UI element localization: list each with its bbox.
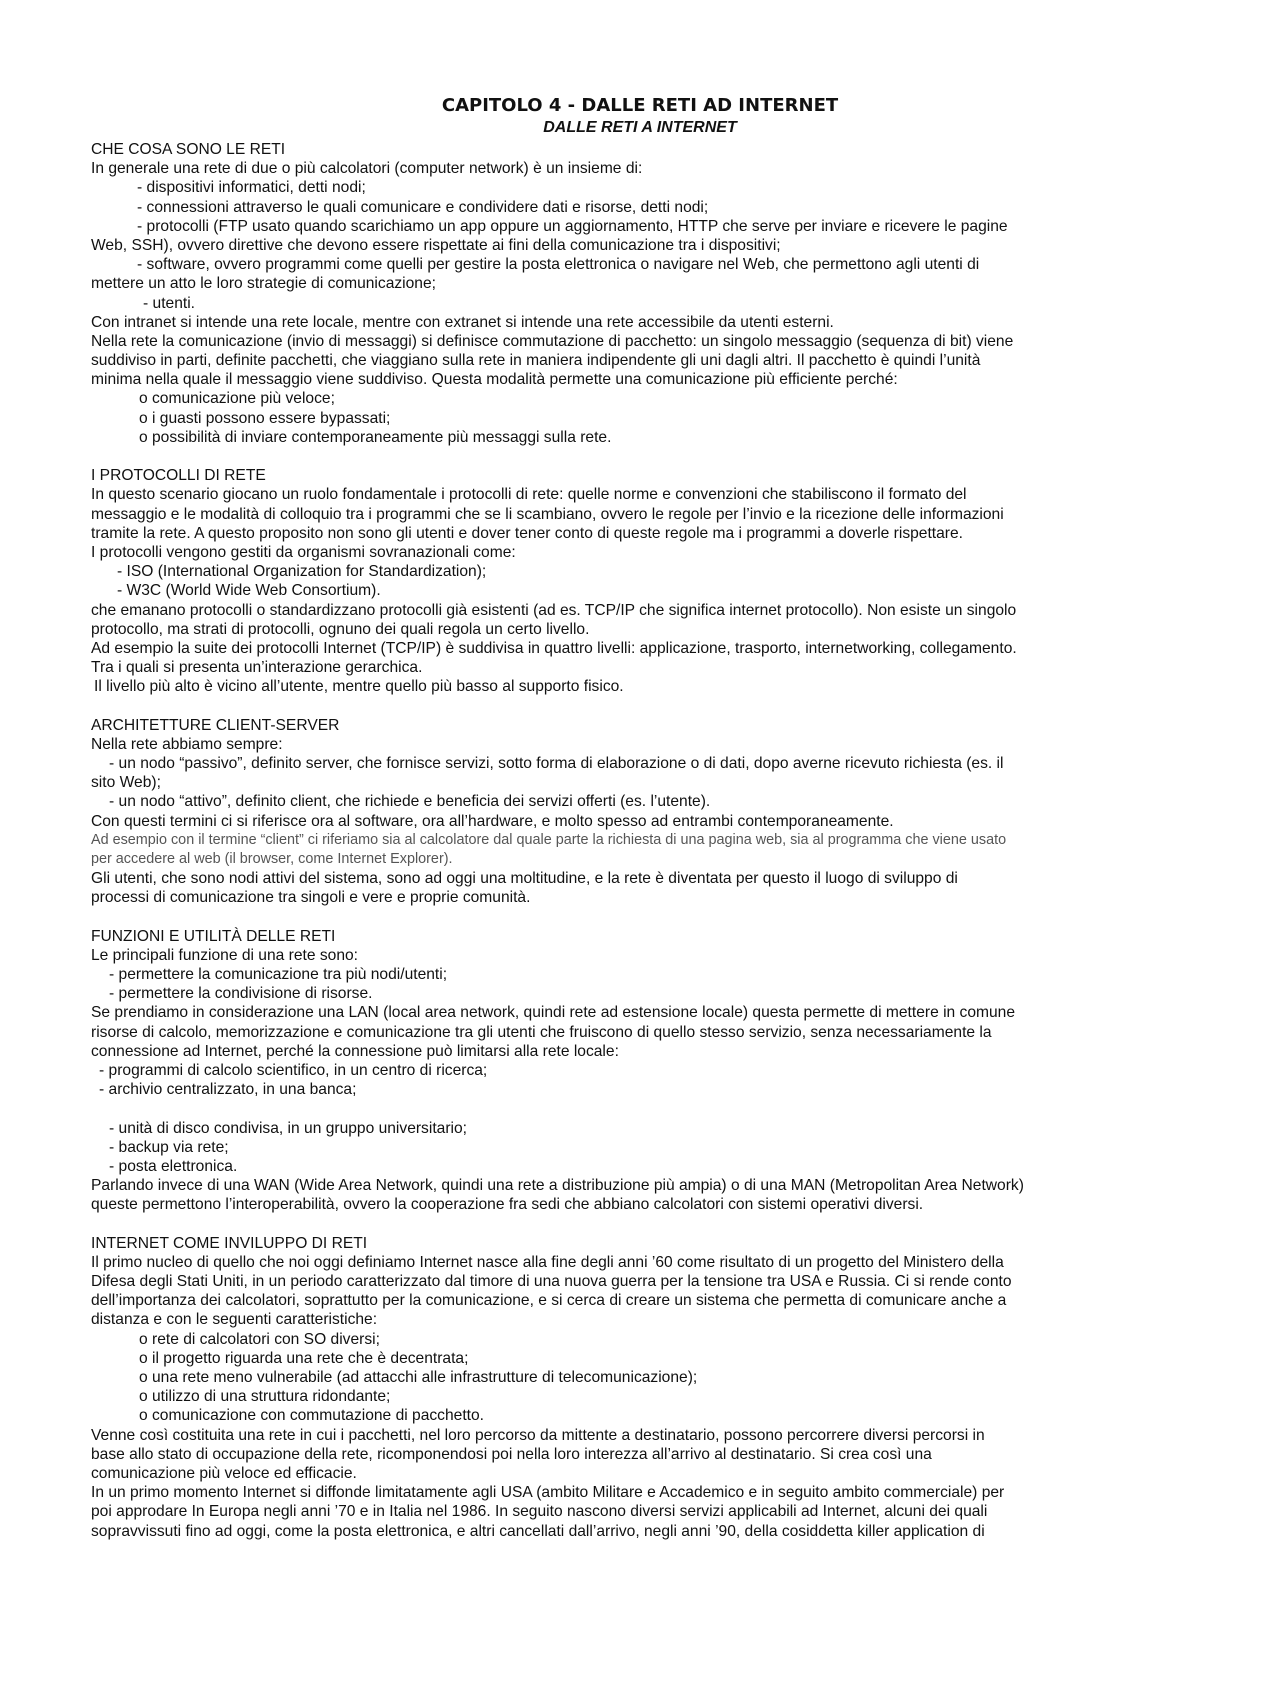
paragraph-line: Ad esempio la suite dei protocolli Internet (TCP/IP) è suddivisa in quattro livelli: applicazione, trasporto, internetworking, collegamento. <box>91 639 1017 657</box>
paragraph-line: Web, SSH), ovvero direttive che devono essere rispettate ai fini della comunicazione tra i dispositivi; <box>91 236 781 254</box>
list-item: - protocolli (FTP usato quando scarichiamo un app oppure un aggiornamento, HTTP che serve per inviare e ricevere le pagine <box>137 217 1008 235</box>
paragraph-line: Il primo nucleo di quello che noi oggi definiamo Internet nasce alla fine degli anni ’60 come risultato di un progetto del Ministero della <box>91 1253 1004 1271</box>
list-item: - software, ovvero programmi come quelli per gestire la posta elettronica o navigare nel Web, che permettono agli utenti di <box>137 256 980 274</box>
paragraph-line: dell’importanza dei calcolatori, soprattutto per la comunicazione, e si cerca di creare un sistema che permetta di comunicare anche a <box>91 1292 1007 1310</box>
document-body <box>91 140 1206 1541</box>
paragraph-line: suddiviso in parti, definite pacchetti, che viaggiano sulla rete in maniera indipendente gli uni dagli altri. Il pacchetto è quindi l’unità <box>91 352 981 370</box>
list-item: o i guasti possono essere bypassati; <box>139 409 391 427</box>
paragraph-line: base allo stato di occupazione della rete, ricomponendosi poi nella loro interezza all’arrivo al destinatario. Si crea così una <box>91 1445 932 1463</box>
paragraph-line: Difesa degli Stati Uniti, in un periodo caratterizzato dal timore di una nuova guerra per la tensione tra USA e Russia. Ci si rende conto <box>91 1273 1012 1291</box>
list-item: - posta elettronica. <box>109 1157 238 1175</box>
paragraph-line: In questo scenario giocano un ruolo fondamentale i protocolli di rete: quelle norme e convenzioni che stabiliscono il formato del <box>91 486 967 504</box>
paragraph-line: Le principali funzione di una rete sono: <box>91 946 359 964</box>
paragraph-line: sopravvissuti fino ad oggi, come la posta elettronica, e altri cancellati dall’arrivo, negli anni ’90, della cosiddetta killer application di <box>91 1522 985 1540</box>
paragraph-gap <box>91 696 1206 715</box>
paragraph-line: Se prendiamo in considerazione una LAN (local area network, quindi rete ad estensione locale) questa permette di mettere in comune <box>91 1004 1016 1022</box>
paragraph-line: Tra i quali si presenta un’interazione gerarchica. <box>91 659 423 677</box>
paragraph-line: poi approdare In Europa negli anni ’70 e in Italia nel 1986. In seguito nascono diversi servizi applicabili ad Internet, alcuni dei quali <box>91 1503 988 1521</box>
list-item: - dispositivi informatici, detti nodi; <box>137 179 366 197</box>
paragraph-line: Con questi termini ci si riferisce ora al software, ora all’hardware, e molto spesso ad entrambi contemporaneamente. <box>91 812 894 830</box>
list-item: o possibilità di inviare contemporaneamente più messaggi sulla rete. <box>139 428 612 446</box>
paragraph-line: tramite la rete. A questo proposito non sono gli utenti e dover tener conto di queste regole ma i programmi a doverle rispettare. <box>91 524 964 542</box>
list-item: - connessioni attraverso le quali comunicare e condividere dati e risorse, detti nodi; <box>137 198 709 216</box>
list-item: - permettere la condivisione di risorse. <box>109 985 373 1003</box>
list-item: - backup via rete; <box>109 1138 229 1156</box>
paragraph-line: In un primo momento Internet si diffonde limitatamente agli USA (ambito Militare e Accademico e in seguito ambito commerciale) per <box>91 1484 1005 1502</box>
list-item: - archivio centralizzato, in una banca; <box>99 1081 357 1099</box>
paragraph-line: Con intranet si intende una rete locale, mentre con extranet si intende una rete accessibile da utenti esterni. <box>91 313 834 331</box>
section-heading: I PROTOCOLLI DI RETE <box>91 467 266 485</box>
paragraph-gap <box>91 908 1206 927</box>
list-item: - permettere la comunicazione tra più nodi/utenti; <box>109 966 448 984</box>
paragraph-line: che emanano protocolli o standardizzano protocolli già esistenti (ad es. TCP/IP che significa internet protocollo). Non esiste un singolo <box>91 601 1017 619</box>
paragraph-line: Gli utenti, che sono nodi attivi del sistema, sono ad oggi una moltitudine, e la rete è diventata per questo il luogo di sviluppo di <box>91 870 958 888</box>
paragraph-gap <box>91 1099 1206 1118</box>
paragraph-line: connessione ad Internet, perché la connessione può limitarsi alla rete locale: <box>91 1042 619 1060</box>
list-item: o utilizzo di una struttura ridondante; <box>139 1388 391 1406</box>
paragraph-line: messaggio e le modalità di colloquio tra i programmi che se li scambiano, ovvero le regole per l’invio e la ricezione delle informazioni <box>91 505 1004 523</box>
list-item: - programmi di calcolo scientifico, in un centro di ricerca; <box>99 1062 488 1079</box>
paragraph-line: queste permettono l’interoperabilità, ovvero la cooperazione fra sedi che abbiano calcolatori con sistemi operativi diversi. <box>91 1196 924 1214</box>
paragraph-line: Nella rete la comunicazione (invio di messaggi) si definisce commutazione di pacchetto: un singolo messaggio (sequenza di bit) viene <box>91 332 1014 350</box>
section-heading: INTERNET COME INVILUPPO DI RETI <box>91 1234 368 1252</box>
paragraph-line: Venne così costituita una rete in cui i pacchetti, nel loro percorso da mittente a destinatario, possono percorrere diversi percorsi in <box>91 1426 985 1444</box>
paragraph-line: distanza e con le seguenti caratteristiche: <box>91 1311 378 1329</box>
list-item: - unità di disco condivisa, in un gruppo universitario; <box>109 1119 467 1137</box>
list-item: - W3C (World Wide Web Consortium). <box>117 582 381 600</box>
paragraph-line: protocollo, ma strati di protocolli, ognuno dei quali regola un certo livello. <box>91 620 590 638</box>
paragraph-gap <box>91 447 1206 466</box>
list-item: o una rete meno vulnerabile (ad attacchi alle infrastrutture di telecomunicazione); <box>139 1369 698 1386</box>
paragraph-line: risorse di calcolo, memorizzazione e comunicazione tra gli utenti che fruiscono di quello stesso servizio, senza necessariamente la <box>91 1023 992 1041</box>
section-heading: ARCHITETTURE CLIENT-SERVER <box>91 716 340 734</box>
paragraph-line: Parlando invece di una WAN (Wide Area Network, quindi una rete a distribuzione più ampia) o di una MAN (Metropolitan Area Network) <box>91 1177 1024 1195</box>
chapter-subtitle: DALLE RETI A INTERNET <box>543 119 737 136</box>
paragraph-line: mettere un atto le loro strategie di comunicazione; <box>91 275 436 293</box>
paragraph-line: processi di comunicazione tra singoli e vere e proprie comunità. <box>91 889 531 907</box>
list-item: - un nodo “attivo”, definito client, che richiede e beneficia dei servizi offerti (es. l’utente). <box>109 793 711 811</box>
paragraph-line: minima nella quale il messaggio viene suddiviso. Questa modalità permette una comunicazione più efficiente perché: <box>91 371 898 389</box>
list-item: o comunicazione con commutazione di pacchetto. <box>139 1407 484 1425</box>
list-item: o il progetto riguarda una rete che è decentrata; <box>139 1349 469 1367</box>
paragraph-line: In generale una rete di due o più calcolatori (computer network) è un insieme di: <box>91 160 643 178</box>
list-item: - utenti. <box>143 294 196 312</box>
paragraph-line: comunicazione più veloce ed efficacie. <box>91 1464 357 1482</box>
example-line: per accedere al web (il browser, come Internet Explorer). <box>91 850 453 867</box>
paragraph-line: Nella rete abbiamo sempre: <box>91 735 283 753</box>
paragraph-line: I protocolli vengono gestiti da organismi sovranazionali come: <box>91 543 516 561</box>
paragraph-line: Il livello più alto è vicino all’utente, mentre quello più basso al supporto fisico. <box>94 678 624 696</box>
example-line: Ad esempio con il termine “client” ci riferiamo sia al calcolatore dal quale parte la richiesta di una pagina web, sia al programma che viene usato <box>91 831 1007 848</box>
list-item: - ISO (International Organization for Standardization); <box>117 563 487 581</box>
list-item: o rete di calcolatori con SO diversi; <box>139 1330 380 1348</box>
section-heading: CHE COSA SONO LE RETI <box>91 141 286 158</box>
chapter-title: CAPITOLO 4 - DALLE RETI AD INTERNET <box>441 95 839 116</box>
list-item: o comunicazione più veloce; <box>139 390 335 408</box>
section-heading: FUNZIONI E UTILITÀ DELLE RETI <box>91 927 336 945</box>
list-item: - un nodo “passivo”, definito server, che fornisce servizi, sotto forma di elaborazione o di dati, dopo averne ricevuto richiesta (es. il <box>109 755 1004 772</box>
paragraph-gap <box>91 1215 1206 1234</box>
paragraph-line: sito Web); <box>91 774 161 792</box>
